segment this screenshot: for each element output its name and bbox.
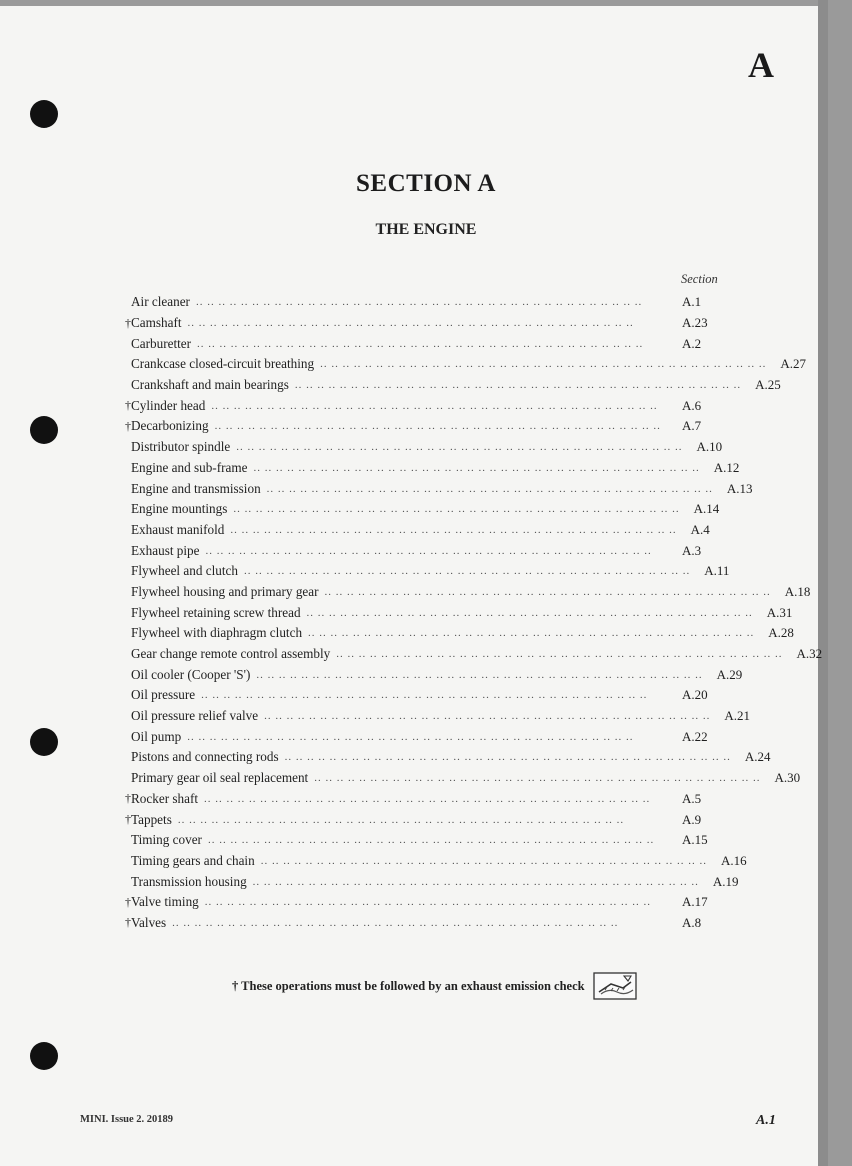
table-of-contents	[120, 292, 823, 933]
toc-entry-title: Crankcase closed-circuit breathing	[131, 356, 315, 372]
binder-hole	[30, 1042, 58, 1070]
section-title: SECTION A	[356, 170, 496, 197]
toc-entry	[120, 644, 823, 665]
toc-entry	[120, 768, 801, 789]
dot-leader: .. .. .. .. .. .. .. .. .. .. .. .. .. .. .. .. .. .. .. .. .. .. .. .. .. .. .. .. .. .. .. .. .. .. .. .. .. .. .. ..	[197, 337, 644, 350]
toc-entry-section-ref: A.24	[744, 749, 771, 765]
toc-entry-section-ref: A.30	[774, 770, 801, 786]
binder-hole	[30, 416, 58, 444]
toc-entry-title: Oil pressure	[131, 687, 196, 703]
dot-leader: .. .. .. .. .. .. .. .. .. .. .. .. .. .. .. .. .. .. .. .. .. .. .. .. .. .. .. .. .. .. .. .. .. .. .. .. .. .. .. ..	[233, 503, 680, 516]
toc-entry-title: Flywheel retaining screw thread	[131, 604, 301, 620]
toc-entry-section-ref: A.4	[690, 521, 710, 537]
toc-entry-section-ref: A.12	[713, 459, 740, 475]
dot-leader: .. .. .. .. .. .. .. .. .. .. .. .. .. .. .. .. .. .. .. .. .. .. .. .. .. .. .. .. .. .. .. .. .. .. .. .. .. .. .. ..	[266, 482, 713, 495]
dot-leader: .. .. .. .. .. .. .. .. .. .. .. .. .. .. .. .. .. .. .. .. .. .. .. .. .. .. .. .. .. .. .. .. .. .. .. .. .. .. .. ..	[252, 875, 699, 888]
toc-entry	[120, 789, 730, 810]
toc-entry-section-ref: A.2	[682, 335, 702, 351]
section-tab-letter: A	[748, 45, 774, 85]
dot-leader: .. .. .. .. .. .. .. .. .. .. .. .. .. .. .. .. .. .. .. .. .. .. .. .. .. .. .. .. .. .. .. .. .. .. .. .. .. .. .. ..	[253, 461, 700, 474]
toc-entry-section-ref: A.11	[704, 563, 730, 579]
footnote	[232, 972, 637, 1000]
toc-entry	[120, 582, 811, 603]
toc-entry	[120, 395, 730, 416]
toc-entry-title: Exhaust manifold	[131, 521, 225, 537]
toc-entry-section-ref: A.28	[768, 625, 794, 641]
dot-leader: .. .. .. .. .. .. .. .. .. .. .. .. .. .. .. .. .. .. .. .. .. .. .. .. .. .. .. .. .. .. .. .. .. .. .. .. .. .. .. ..	[172, 916, 619, 929]
toc-entry	[120, 540, 730, 561]
dot-leader: .. .. .. .. .. .. .. .. .. .. .. .. .. .. .. .. .. .. .. .. .. .. .. .. .. .. .. .. .. .. .. .. .. .. .. .. .. .. .. ..	[204, 896, 652, 909]
toc-entry-section-ref: A.8	[682, 914, 702, 930]
toc-entry-title: Gear change remote control assembly	[131, 646, 331, 662]
dot-leader: .. .. .. .. .. .. .. .. .. .. .. .. .. .. .. .. .. .. .. .. .. .. .. .. .. .. .. .. .. .. .. .. .. .. .. .. .. .. .. ..	[207, 834, 655, 847]
dot-leader: .. .. .. .. .. .. .. .. .. .. .. .. .. .. .. .. .. .. .. .. .. .. .. .. .. .. .. .. .. .. .. .. .. .. .. .. .. .. .. ..	[336, 648, 783, 661]
toc-entry	[120, 354, 806, 375]
toc-entry-title: Crankshaft and main bearings	[131, 377, 289, 393]
toc-entry-title: Engine and sub-frame	[131, 459, 248, 475]
toc-entry-title: Oil cooler (Cooper 'S')	[131, 666, 251, 682]
emission-check-mark: †	[125, 791, 131, 806]
toc-entry-title: Rocker shaft	[131, 790, 199, 806]
toc-entry	[120, 292, 730, 313]
toc-entry-title: Decarbonizing	[131, 418, 209, 434]
binder-hole	[30, 100, 58, 128]
toc-entry	[120, 664, 743, 685]
toc-entry	[120, 892, 730, 913]
toc-entry-title: Flywheel with diaphragm clutch	[131, 625, 303, 641]
dot-leader: .. .. .. .. .. .. .. .. .. .. .. .. .. .. .. .. .. .. .. .. .. .. .. .. .. .. .. .. .. .. .. .. .. .. .. .. .. .. .. ..	[187, 730, 634, 743]
toc-entry-title: Cylinder head	[131, 397, 206, 413]
toc-entry-section-ref: A.21	[724, 708, 750, 724]
dot-leader: .. .. .. .. .. .. .. .. .. .. .. .. .. .. .. .. .. .. .. .. .. .. .. .. .. .. .. .. .. .. .. .. .. .. .. .. .. .. .. ..	[187, 317, 634, 330]
toc-entry-section-ref: A.31	[766, 604, 793, 620]
toc-entry	[120, 623, 794, 644]
toc-entry-section-ref: A.27	[780, 356, 806, 372]
toc-entry-section-ref: A.32	[796, 646, 823, 662]
toc-entry-title: Primary gear oil seal replacement	[131, 770, 309, 786]
toc-entry-section-ref: A.15	[682, 832, 708, 848]
toc-entry-section-ref: A.6	[682, 397, 702, 413]
toc-entry-title: Carburetter	[131, 335, 192, 351]
dot-leader: .. .. .. .. .. .. .. .. .. .. .. .. .. .. .. .. .. .. .. .. .. .. .. .. .. .. .. .. .. .. .. .. .. .. .. .. .. .. .. ..	[236, 441, 683, 454]
toc-entry-section-ref: A.7	[682, 418, 702, 434]
toc-entry-title: Engine and transmission	[131, 480, 261, 496]
dot-leader: .. .. .. .. .. .. .. .. .. .. .. .. .. .. .. .. .. .. .. .. .. .. .. .. .. .. .. .. .. .. .. .. .. .. .. .. .. .. .. ..	[205, 544, 652, 557]
toc-entry-title: Flywheel and clutch	[131, 563, 238, 579]
toc-entry-section-ref: A.14	[693, 501, 720, 517]
binder-hole	[30, 728, 58, 756]
toc-entry-section-ref: A.23	[682, 315, 708, 331]
toc-entry-section-ref: A.13	[726, 480, 753, 496]
toc-entry	[120, 830, 730, 851]
toc-entry-section-ref: A.1	[682, 294, 702, 310]
toc-entry	[120, 313, 730, 334]
footnote-text: † These operations must be followed by an exhaust emission check	[232, 978, 585, 993]
dot-leader: .. .. .. .. .. .. .. .. .. .. .. .. .. .. .. .. .. .. .. .. .. .. .. .. .. .. .. .. .. .. .. .. .. .. .. .. .. .. .. ..	[211, 399, 658, 412]
dot-leader: .. .. .. .. .. .. .. .. .. .. .. .. .. .. .. .. .. .. .. .. .. .. .. .. .. .. .. .. .. .. .. .. .. .. .. .. .. .. .. ..	[260, 854, 707, 867]
toc-entry	[120, 726, 730, 747]
dot-leader: .. .. .. .. .. .. .. .. .. .. .. .. .. .. .. .. .. .. .. .. .. .. .. .. .. .. .. .. .. .. .. .. .. .. .. .. .. .. .. ..	[308, 627, 755, 640]
toc-entry-title: Air cleaner	[131, 294, 190, 310]
dot-leader: .. .. .. .. .. .. .. .. .. .. .. .. .. .. .. .. .. .. .. .. .. .. .. .. .. .. .. .. .. .. .. .. .. .. .. .. .. .. .. ..	[256, 668, 703, 681]
emission-check-mark: †	[125, 398, 131, 413]
toc-entry	[120, 602, 793, 623]
section-subtitle: THE ENGINE	[375, 221, 477, 238]
toc-entry-section-ref: A.18	[784, 583, 811, 599]
emission-check-mark: †	[125, 812, 131, 827]
toc-entry-title: Valve timing	[131, 894, 199, 910]
toc-entry	[120, 478, 753, 499]
toc-entry-title: Flywheel housing and primary gear	[131, 583, 319, 599]
toc-entry	[120, 871, 739, 892]
footer-issue-info: MINI. Issue 2. 20189	[80, 1114, 174, 1125]
dot-leader: .. .. .. .. .. .. .. .. .. .. .. .. .. .. .. .. .. .. .. .. .. .. .. .. .. .. .. .. .. .. .. .. .. .. .. .. .. .. .. ..	[201, 689, 648, 702]
dot-leader: .. .. .. .. .. .. .. .. .. .. .. .. .. .. .. .. .. .. .. .. .. .. .. .. .. .. .. .. .. .. .. .. .. .. .. .. .. .. .. ..	[324, 585, 771, 598]
toc-entry-section-ref: A.19	[712, 873, 739, 889]
toc-entry	[120, 809, 730, 830]
toc-entry-title: Timing gears and chain	[131, 852, 255, 868]
toc-entry-title: Pistons and connecting rods	[131, 749, 279, 765]
emission-check-mark: †	[125, 418, 131, 433]
toc-entry-section-ref: A.25	[755, 377, 781, 393]
toc-entry-title: Timing cover	[131, 832, 202, 848]
toc-entry	[120, 561, 730, 582]
exhaust-emission-icon	[593, 972, 637, 1000]
toc-entry	[120, 437, 730, 458]
toc-entry-title: Tappets	[131, 811, 172, 827]
toc-entry-title: Transmission housing	[131, 873, 247, 889]
section-column-header: Section	[681, 272, 718, 286]
dot-leader: .. .. .. .. .. .. .. .. .. .. .. .. .. .. .. .. .. .. .. .. .. .. .. .. .. .. .. .. .. .. .. .. .. .. .. .. .. .. .. ..	[320, 358, 767, 371]
toc-entry-section-ref: A.17	[682, 894, 708, 910]
dot-leader: .. .. .. .. .. .. .. .. .. .. .. .. .. .. .. .. .. .. .. .. .. .. .. .. .. .. .. .. .. .. .. .. .. .. .. .. .. .. .. ..	[230, 523, 677, 536]
dot-leader: .. .. .. .. .. .. .. .. .. .. .. .. .. .. .. .. .. .. .. .. .. .. .. .. .. .. .. .. .. .. .. .. .. .. .. .. .. .. .. ..	[294, 379, 742, 392]
toc-entry-title: Engine mountings	[131, 501, 228, 517]
toc-entry-title: Oil pressure relief valve	[131, 708, 259, 724]
toc-entry	[120, 520, 730, 541]
dot-leader: .. .. .. .. .. .. .. .. .. .. .. .. .. .. .. .. .. .. .. .. .. .. .. .. .. .. .. .. .. .. .. .. .. .. .. .. .. .. .. ..	[264, 710, 711, 723]
toc-entry	[120, 458, 740, 479]
toc-entry-section-ref: A.3	[682, 542, 702, 558]
toc-entry-section-ref: A.20	[682, 687, 708, 703]
toc-entry	[120, 851, 747, 872]
toc-entry-title: Camshaft	[131, 315, 182, 331]
dot-leader: .. .. .. .. .. .. .. .. .. .. .. .. .. .. .. .. .. .. .. .. .. .. .. .. .. .. .. .. .. .. .. .. .. .. .. .. .. .. .. ..	[195, 296, 643, 309]
toc-entry-title: Distributor spindle	[131, 439, 231, 455]
dot-leader: .. .. .. .. .. .. .. .. .. .. .. .. .. .. .. .. .. .. .. .. .. .. .. .. .. .. .. .. .. .. .. .. .. .. .. .. .. .. .. ..	[214, 420, 661, 433]
dot-leader: .. .. .. .. .. .. .. .. .. .. .. .. .. .. .. .. .. .. .. .. .. .. .. .. .. .. .. .. .. .. .. .. .. .. .. .. .. .. .. ..	[306, 606, 753, 619]
dot-leader: .. .. .. .. .. .. .. .. .. .. .. .. .. .. .. .. .. .. .. .. .. .. .. .. .. .. .. .. .. .. .. .. .. .. .. .. .. .. .. ..	[243, 565, 691, 578]
dot-leader: .. .. .. .. .. .. .. .. .. .. .. .. .. .. .. .. .. .. .. .. .. .. .. .. .. .. .. .. .. .. .. .. .. .. .. .. .. .. .. ..	[204, 792, 651, 805]
toc-entry-section-ref: A.16	[720, 852, 747, 868]
toc-entry-section-ref: A.10	[696, 439, 723, 455]
toc-entry	[120, 913, 730, 934]
toc-entry-section-ref: A.22	[682, 728, 708, 744]
toc-entry	[120, 499, 730, 520]
toc-entry	[120, 416, 730, 437]
emission-check-mark: †	[125, 894, 131, 909]
dot-leader: .. .. .. .. .. .. .. .. .. .. .. .. .. .. .. .. .. .. .. .. .. .. .. .. .. .. .. .. .. .. .. .. .. .. .. .. .. .. .. ..	[177, 813, 625, 826]
dot-leader: .. .. .. .. .. .. .. .. .. .. .. .. .. .. .. .. .. .. .. .. .. .. .. .. .. .. .. .. .. .. .. .. .. .. .. .. .. .. .. ..	[284, 751, 731, 764]
toc-entry-section-ref: A.9	[682, 811, 702, 827]
footer-page-number: A.1	[756, 1113, 776, 1128]
toc-entry-section-ref: A.5	[682, 790, 702, 806]
toc-entry	[120, 706, 750, 727]
toc-entry	[120, 685, 730, 706]
toc-entry	[120, 333, 730, 354]
toc-entry-title: Oil pump	[131, 728, 182, 744]
toc-entry-title: Valves	[131, 914, 167, 930]
emission-check-mark: †	[125, 315, 131, 330]
toc-entry	[120, 375, 781, 396]
emission-check-mark: †	[125, 915, 131, 930]
dot-leader: .. .. .. .. .. .. .. .. .. .. .. .. .. .. .. .. .. .. .. .. .. .. .. .. .. .. .. .. .. .. .. .. .. .. .. .. .. .. .. ..	[314, 772, 761, 785]
toc-entry-title: Exhaust pipe	[131, 542, 200, 558]
document-page	[0, 6, 823, 1166]
toc-entry-section-ref: A.29	[716, 666, 743, 682]
toc-entry	[120, 747, 771, 768]
